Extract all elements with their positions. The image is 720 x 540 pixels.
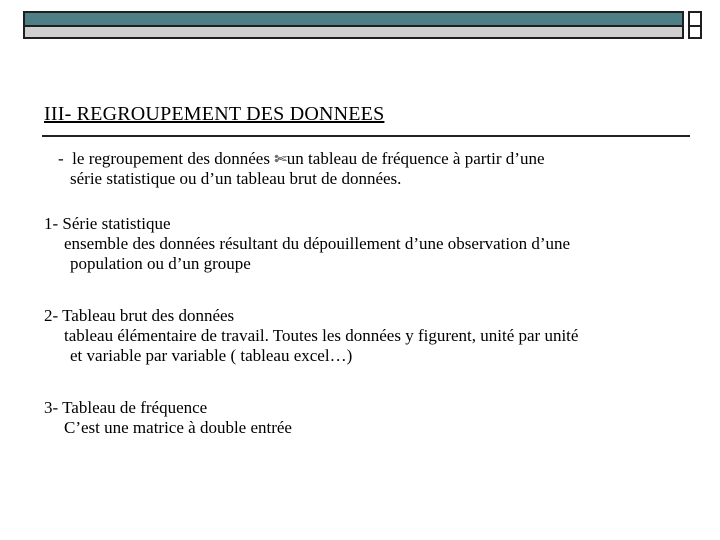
intro-line-1 <box>44 149 684 169</box>
section-text-line-1: C’est une matrice à double entrée <box>64 418 292 437</box>
section-text-line-1: tableau élémentaire de travail. Toutes les données y figurent, unité par unité <box>64 326 579 345</box>
header-bar <box>23 11 684 27</box>
section-tableau-frequence <box>44 398 684 438</box>
section-serie-statistique <box>44 214 684 274</box>
section-text-line-2: et variable par variable ( tableau excel…) <box>70 346 353 365</box>
slide-title: III- REGROUPEMENT DES DONNEES <box>44 103 385 125</box>
section-text-line-1: ensemble des données résultant du dépouillement d’une observation d’une <box>64 234 571 253</box>
header-box-top <box>688 11 702 27</box>
section-heading: 1- Série statistique <box>44 214 171 233</box>
intro-text-after: un tableau de fréquence à partir d’une <box>286 149 545 168</box>
intro-line-2: série statistique ou d’un tableau brut de données. <box>70 169 402 188</box>
intro-block <box>44 149 684 189</box>
intro-text-before: le regroupement des données <box>72 149 270 168</box>
section-tableau-brut <box>44 306 684 366</box>
section-heading: 2- Tableau brut des données <box>44 306 235 325</box>
header-sub-bar <box>23 27 684 39</box>
section-text-line-2: population ou d’un groupe <box>70 254 251 273</box>
section-heading: 3- Tableau de fréquence <box>44 398 208 417</box>
header-box-bottom <box>688 27 702 39</box>
title-divider <box>42 135 690 137</box>
intro-bullet: - <box>58 149 64 168</box>
scissors-icon: ✄ <box>274 150 287 168</box>
